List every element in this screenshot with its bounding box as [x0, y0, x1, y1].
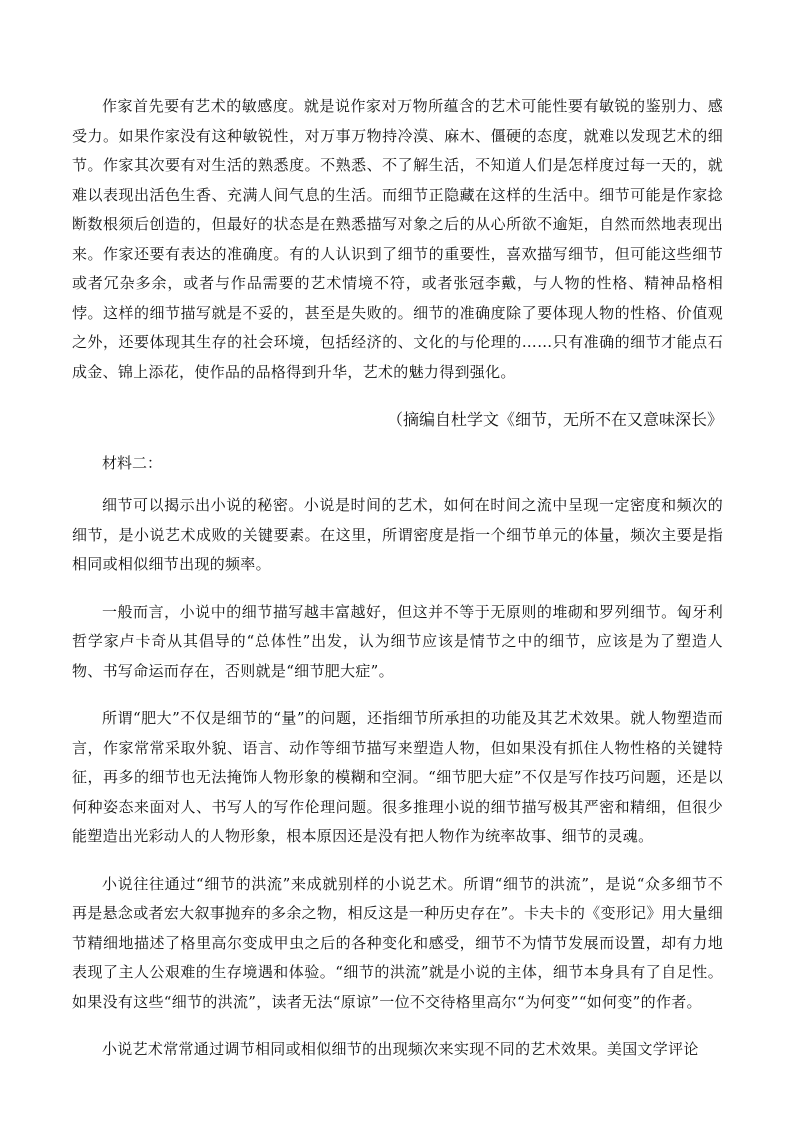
- material1-source: （摘编自杜学文《细节，无所不在又意味深长》: [386, 410, 723, 429]
- material2-paragraph: 一般而言，小说中的细节描写越丰富越好，但这并不等于无原则的堆砌和罗列细节。匈牙利哲学家卢卡奇从其倡导的“总体性”出发，认为细节应该是情节之中的细节，应该是为了塑造人物、书写命运而存在，否则就是“细节肥大症”。: [72, 602, 723, 680]
- document-page: [72, 92, 723, 1083]
- material2-paragraph: 所谓“肥大”不仅是细节的“量”的问题，还指细节所承担的功能及其艺术效果。就人物塑造而言，作家常常采取外貌、语言、动作等细节描写来塑造人物，但如果没有抓住人物性格的关键特征，再多的细节也无法掩饰人物形象的模糊和空洞。“细节肥大症”不仅是写作技巧问题，还是以何种姿态来面对人、书写人的写作伦理问题。很多推理小说的细节描写极其严密和精细，但很少能塑造出光彩动人的人物形象，根本原因还是没有把人物作为统率故事、细节的灵魂。: [72, 709, 723, 845]
- material2-paragraph: 小说艺术常常通过调节相同或相似细节的出现频次来实现不同的艺术效果。美国文学评论: [102, 1040, 699, 1058]
- material2-paragraph: 小说往往通过“细节的洪流”来成就别样的小说艺术。所谓“细节的洪流”，是说“众多细节不再是悬念或者宏大叙事抛弃的多余之物，相反这是一种历史存在”。卡夫卡的《变形记》用大量细节精细地描述了格里高尔变成甲虫之后的各种变化和感受，细节不为情节发展而设置，却有力地表现了主人公艰难的生存境遇和体验。“细节的洪流”就是小说的主体，细节本身具有了自足性。如果没有这些“细节的洪流”，读者无法“原谅”一位不交待格里高尔“为何变”“如何变”的作者。: [72, 874, 723, 1011]
- material2-paragraph: 细节可以揭示出小说的秘密。小说是时间的艺术，如何在时间之流中呈现一定密度和频次的细节，是小说艺术成败的关键要素。在这里，所谓密度是指一个细节单元的体量，频次主要是指相同或相似细节出现的频率。: [72, 496, 723, 573]
- material1-paragraph: 作家首先要有艺术的敏感度。就是说作家对万物所蕴含的艺术可能性要有敏锐的鉴别力、感受力。如果作家没有这种敏锐性，对万事万物持冷漠、麻木、僵硬的态度，就难以发现艺术的细节。作家其次要有对生活的熟悉度。不熟悉、不了解生活，不知道人们是怎样度过每一天的，就难以表现出活色生香、充满人间气息的生活。而细节正隐藏在这样的生活中。细节可能是作家捻断数根须后创造的，但最好的状态是在熟悉描写对象之后的从心所欲不逾矩，自然而然地表现出来。作家还要有表达的准确度。有的人认识到了细节的重要性，喜欢描写细节，但可能这些细节或者冗杂多余，或者与作品需要的艺术情境不符，或者张冠李戴，与人物的性格、精神品格相悖。这样的细节描写就是不妥的，甚至是失败的。细节的准确度除了要体现人物的性格、价值观之外，还要体现其生存的社会环境，包括经济的、文化的与伦理的……只有准确的细节才能点石成金、锦上添花，使作品的品格得到升华，艺术的魅力得到强化。: [72, 97, 723, 381]
- material2-heading: 材料二：: [102, 454, 163, 472]
